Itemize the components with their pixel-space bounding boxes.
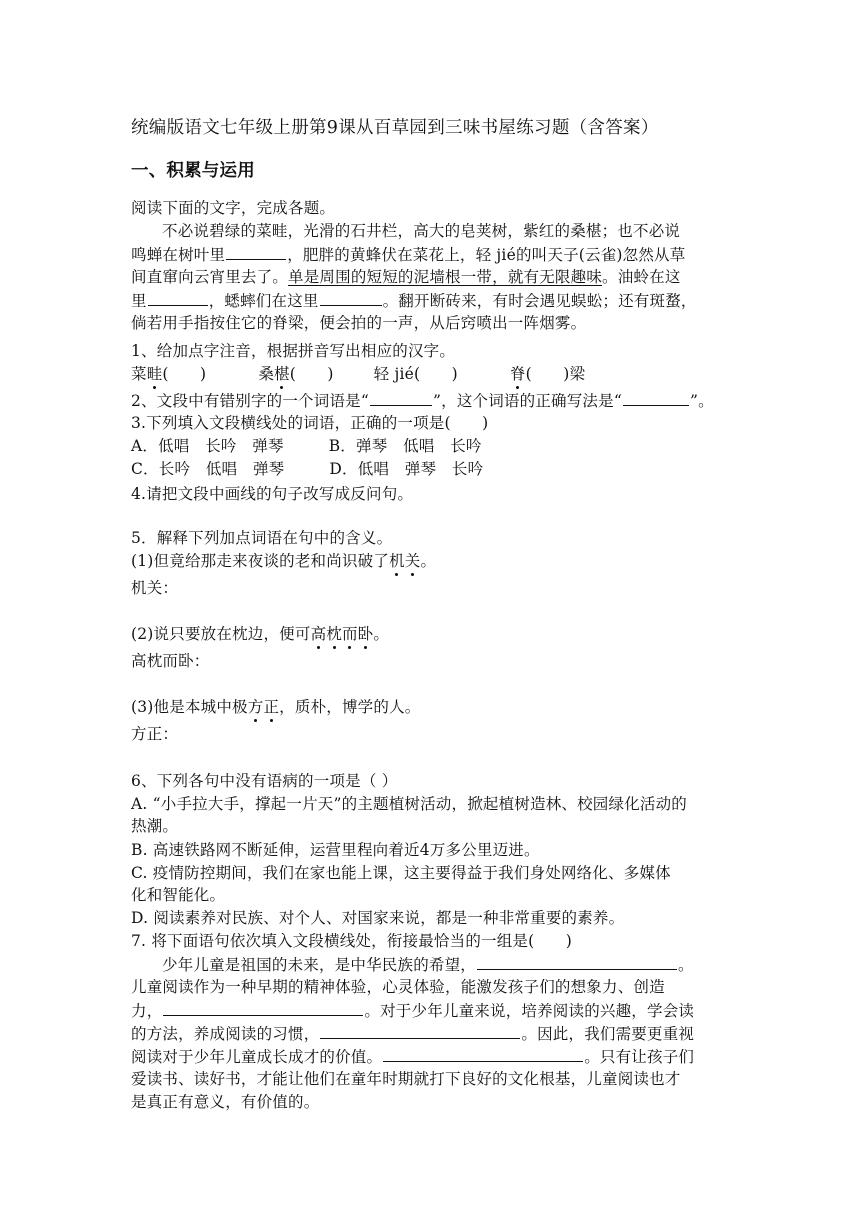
sentence-text: (3)他是本城中极 xyxy=(131,698,248,716)
passage-line-5: 倘若用手指按住它的脊梁，便会拍的一声，从后窍喷出一阵烟雾。 xyxy=(131,314,587,332)
question-7: 7. 将下面语句依次填入文段横线处，衔接最恰当的一组是( ) xyxy=(131,932,573,950)
fill-blank[interactable] xyxy=(148,290,208,306)
passage-text: 。只有让孩子们 xyxy=(584,1048,695,1066)
sentence-text: (2)说只要放在枕边，便可 xyxy=(131,625,311,643)
option-c[interactable]: C．长吟 低唱 弹琴 xyxy=(131,460,285,478)
item-text: 轻 jié xyxy=(373,365,414,383)
passage-text: 的方法，养成阅读的习惯， xyxy=(131,1025,320,1043)
question-4: 4.请把文段中画线的句子改写成反问句。 xyxy=(131,485,414,503)
passage-text: 力， xyxy=(131,1002,163,1020)
dotted-char: 高 xyxy=(310,625,327,643)
fill-blank[interactable] xyxy=(370,390,432,406)
dotted-char: 机 xyxy=(389,552,405,570)
dotted-char: 畦 xyxy=(146,365,163,383)
question-3-options-ab xyxy=(131,436,482,456)
passage-line-3 xyxy=(131,267,681,287)
item-text: 梁 xyxy=(569,365,586,383)
q7-passage-line-1 xyxy=(162,954,694,975)
dotted-char: 正 xyxy=(263,698,280,716)
question-2 xyxy=(131,390,714,411)
option-d[interactable]: D. 阅读素养对民族、对个人、对国家来说，都是一种非常重要的素养。 xyxy=(131,909,625,927)
section-heading: 一、积累与运用 xyxy=(131,161,255,181)
passage-text: 间直窜向云宵里去了。 xyxy=(131,268,289,286)
fill-blank[interactable] xyxy=(163,1000,363,1016)
underlined-sentence: 单是周围的短短的泥墙根一带，就有无限趣味 xyxy=(288,268,603,286)
question-3-options-cd xyxy=(131,459,483,479)
q7-passage-line-4 xyxy=(131,1023,694,1044)
passage-line-4 xyxy=(131,290,697,311)
question-1: 1、给加点字注音，根据拼音写出相应的汉字。 xyxy=(131,342,456,360)
answer-label-2: 高枕而卧： xyxy=(131,652,210,670)
passage-text: 阅读对于少年儿童成长成才的价值。 xyxy=(131,1048,383,1066)
dotted-char: 卧 xyxy=(357,625,374,643)
question-6: 6、下列各句中没有语病的一项是（ ） xyxy=(131,772,398,790)
item-text: 桑 xyxy=(258,365,275,383)
option-d[interactable]: D．低唱 弹琴 长吟 xyxy=(329,460,484,478)
option-b[interactable]: B．弹琴 低唱 长吟 xyxy=(328,437,482,455)
answer-paren[interactable]: ( ) xyxy=(162,365,207,383)
sentence-text: ，质朴，博学的人。 xyxy=(279,698,421,716)
dotted-char: 关 xyxy=(404,552,421,570)
question-1-items xyxy=(131,364,585,384)
option-a-line-1[interactable]: A. “小手拉大手，撑起一片天”的主题植树活动，掀起植树造林、校园绿化活动的 xyxy=(131,795,687,813)
fill-blank[interactable] xyxy=(226,244,286,260)
question-text: 2、文段中有错别字的一个词语是“ xyxy=(131,392,369,410)
fill-blank[interactable] xyxy=(383,1046,583,1062)
option-a[interactable]: A．低唱 长吟 弹琴 xyxy=(131,437,284,455)
passage-line-1: 不必说碧绿的菜畦，光滑的石井栏，高大的皂荚树，紫红的桑椹；也不必说 xyxy=(162,222,681,240)
passage-text: 。对于少年儿童来说，培养阅读的兴趣，学会读 xyxy=(364,1002,695,1020)
dotted-char: 脊 xyxy=(509,365,526,383)
passage-text: 。翻开断砖来，有时会遇见蜈蚣；还有斑蝥， xyxy=(382,292,697,310)
dotted-char: 椹 xyxy=(274,365,290,383)
option-c-line-2[interactable]: 化和智能化。 xyxy=(131,886,226,904)
fill-blank[interactable] xyxy=(477,954,677,970)
sentence-text: 。 xyxy=(373,625,390,643)
reading-intro: 阅读下面的文字，完成各题。 xyxy=(131,199,336,217)
passage-text: 。因此，我们需要更重视 xyxy=(521,1025,695,1043)
dotted-char: 而 xyxy=(341,625,358,643)
passage-text: 里 xyxy=(131,292,147,310)
option-a-line-2[interactable]: 热潮。 xyxy=(131,817,179,835)
item-text: 菜 xyxy=(131,365,147,383)
q7-passage-line-5 xyxy=(131,1046,694,1067)
passage-line-2 xyxy=(131,244,685,265)
passage-text: 。油蛉在这 xyxy=(602,268,681,286)
passage-text: ，蟋蟀们在这里 xyxy=(208,292,319,310)
q7-passage-line-7: 是真正有意义，有价值的。 xyxy=(131,1093,320,1111)
passage-text: 。 xyxy=(678,956,694,974)
document-title: 统编版语文七年级上册第9课从百草园到三味书屋练习题（含答案） xyxy=(131,118,659,138)
question-text: ”，这个词语的正确写法是“ xyxy=(433,392,622,410)
question-5-sentence-3 xyxy=(131,697,420,717)
answer-paren[interactable]: ( ) xyxy=(414,365,458,383)
passage-text: 少年儿童是祖国的未来，是中华民族的希望， xyxy=(162,956,477,974)
fill-blank[interactable] xyxy=(320,1023,520,1039)
question-5-sentence-1 xyxy=(131,551,436,571)
q7-passage-line-3 xyxy=(131,1000,694,1021)
q7-passage-line-2: 儿童阅读作为一种早期的精神体验，心灵体验，能激发孩子们的想象力、创造 xyxy=(131,978,665,996)
passage-text: ，肥胖的黄蜂伏在菜花上，轻 jié的叫天子(云雀)忽然从草 xyxy=(287,246,686,264)
dotted-char: 方 xyxy=(247,698,264,716)
fill-blank[interactable] xyxy=(320,290,382,306)
sentence-text: 。 xyxy=(420,552,437,570)
answer-paren[interactable]: ( ) xyxy=(525,365,570,383)
question-3: 3.下列填入文段横线处的词语，正确的一项是( ) xyxy=(131,414,489,432)
dotted-char: 枕 xyxy=(326,625,342,643)
option-b[interactable]: B. 高速铁路网不断延伸，运营里程向着近4万多公里迈进。 xyxy=(131,841,540,859)
answer-paren[interactable]: ( ) xyxy=(289,365,334,383)
fill-blank[interactable] xyxy=(623,390,689,406)
answer-label-1: 机关： xyxy=(131,579,179,597)
passage-text: 鸣蝉在树叶里 xyxy=(131,246,226,264)
answer-label-3: 方正： xyxy=(131,725,179,743)
question-text: ”。 xyxy=(689,392,714,410)
sentence-text: (1)但竟给那走来夜谈的老和尚识破了 xyxy=(131,552,390,570)
question-5-sentence-2 xyxy=(131,624,389,644)
q7-passage-line-6: 爱读书、读好书，才能让他们在童年时期就打下良好的文化根基，儿童阅读也才 xyxy=(131,1070,681,1088)
question-5: 5．解释下列加点词语在句中的含义。 xyxy=(131,529,393,547)
option-c-line-1[interactable]: C. 疫情防控期间，我们在家也能上课，这主要得益于我们身处网络化、多媒体 xyxy=(131,864,671,882)
